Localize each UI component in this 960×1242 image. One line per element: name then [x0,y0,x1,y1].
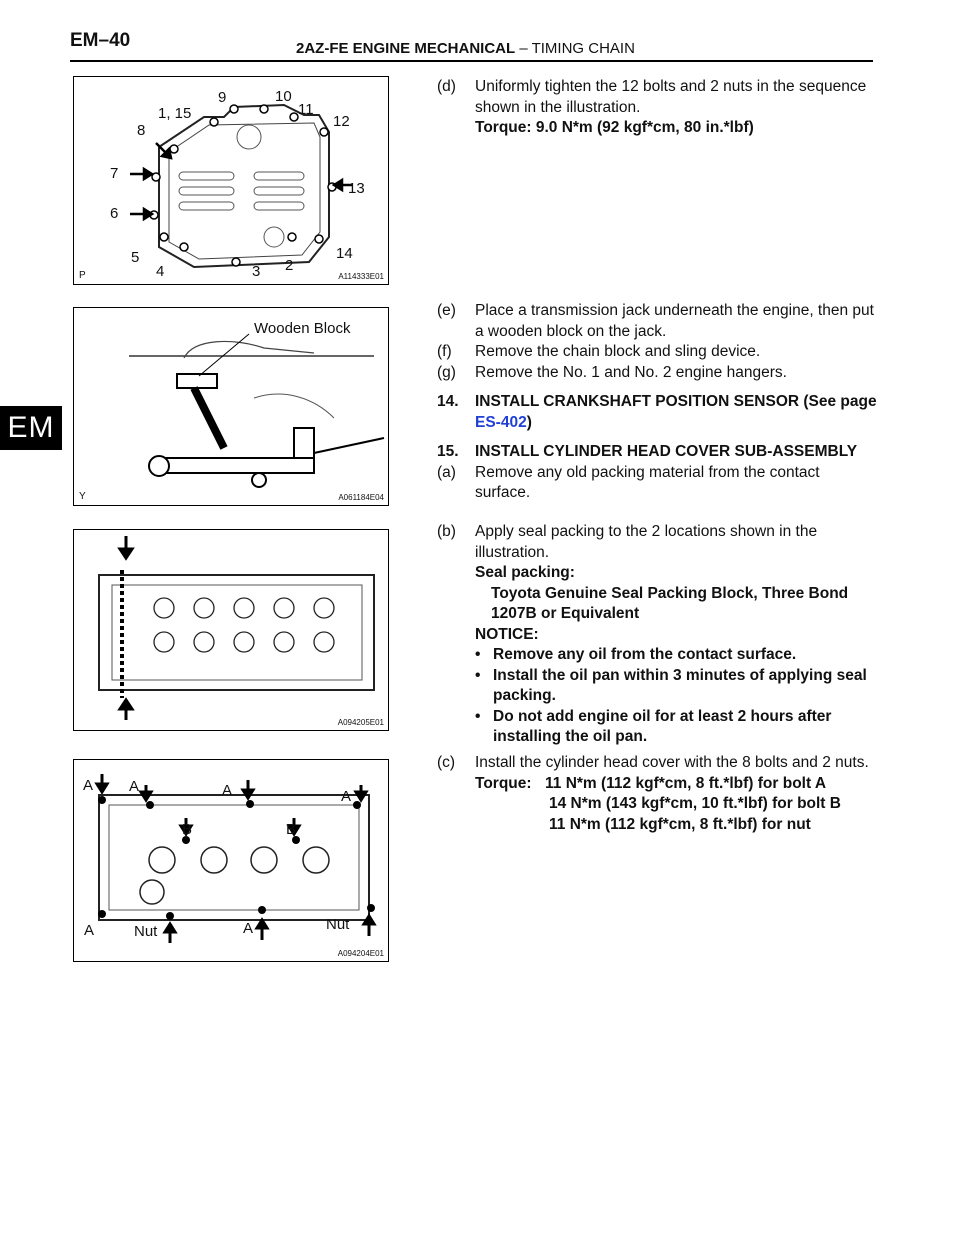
substep-a [437,463,877,504]
substep-g [437,363,877,384]
notice-list [437,645,877,748]
notice-item: • Remove any oil from the contact surface. [475,645,877,666]
figure-code: A114333E01 [338,272,384,281]
step-15 [437,442,877,463]
bullet-icon: • [475,646,481,663]
seal-packing-spec: Toyota Genuine Seal Packing Block, Three Bond 1207B or Equivalent [491,584,849,622]
notice-item: • Install the oil pan within 3 minutes of applying seal packing. [475,666,867,704]
step-title: INSTALL CYLINDER HEAD COVER SUB-ASSEMBLY [475,443,858,460]
figure-view-mark: Y [79,491,86,502]
bolt-a-label: A [129,778,140,795]
step-number: 15. [437,443,459,460]
substep-text: Apply seal packing to the 2 locations shown in the illustration. [475,523,818,561]
substep-f [437,342,877,363]
jack-illustration [74,308,388,505]
torque-line: 11 N*m (112 kgf*cm, 8 ft.*lbf) for bolt A [545,774,827,792]
callout-4: 4 [156,263,165,280]
bolt-a-label: A [243,920,254,937]
bolt-b-label: B [182,821,193,838]
substep-c [437,753,877,835]
substep-key: (d) [437,78,456,95]
cross-reference-link[interactable]: ES-402 [475,413,527,431]
substep-e [437,301,877,342]
bullet-icon: • [475,666,481,684]
callout-6: 6 [110,205,119,222]
callout-2: 2 [285,257,294,274]
bolt-a-label: A [83,777,94,794]
torque-spec-list [475,774,877,836]
substep-text: Install the cylinder head cover with the 8 bolts and 2 nuts. [475,754,869,771]
torque-line: 14 N*m (143 kgf*cm, 10 ft.*lbf) for bolt B [549,795,841,812]
seal-packing-label: Seal packing: [475,564,575,581]
substep-key: (b) [437,523,456,540]
substep-key: (e) [437,302,456,319]
figure-transmission-jack [73,307,389,506]
callout-12: 12 [333,113,350,130]
figure-code: A061184E04 [338,493,384,502]
bolt-a-label: A [341,788,352,805]
cylinder-head-illustration [74,530,388,730]
step-text-end: ) [526,413,532,431]
callout-10: 10 [275,88,292,105]
torque-spec: Torque: 9.0 N*m (92 kgf*cm, 80 in.*lbf) [475,119,754,136]
substep-key: (a) [437,463,456,481]
step-title [475,392,877,433]
callout-14: 14 [336,245,353,262]
substep-key: (g) [437,363,456,381]
section-title: 2AZ-FE ENGINE MECHANICAL [296,40,516,57]
nut-label: Nut [326,916,350,933]
substep-key: (f) [437,343,452,360]
callout-11: 11 [298,101,314,118]
bolt-a-label: A [222,782,233,799]
callout-1-15: 1, 15 [158,105,192,122]
figure-code: A094204E01 [337,949,384,958]
page-header-title [296,40,635,57]
figure-oil-pan-sequence [73,76,389,285]
substep-key: (c) [437,754,456,771]
figure-view-mark: P [79,270,86,281]
torque-label: Torque: [475,774,532,792]
bolt-a-label: A [84,922,95,939]
steps-e-to-15-block [437,301,877,504]
subsection-title: TIMING CHAIN [531,40,635,57]
substep-d [437,77,877,139]
bolt-b-label: B [286,821,297,838]
page-number: EM–40 [70,30,131,51]
figure-seal-packing [73,529,389,731]
torque-line: 11 N*m (112 kgf*cm, 8 ft.*lbf) for nut [549,815,811,833]
notice-item: • Do not add engine oil for at least 2 hours after installing the oil pan. [475,707,832,745]
bullet-icon: • [475,707,481,725]
callout-3: 3 [252,263,261,280]
nut-label: Nut [134,923,158,940]
step-14 [437,392,877,433]
substep-text: Remove any old packing material from the contact surface. [475,463,820,501]
notice-label: NOTICE: [475,625,539,643]
substep-b [437,522,877,645]
substep-text: Uniformly tighten the 12 bolts and 2 nuts in the sequence shown in the illustration. [475,78,867,116]
callout-5: 5 [131,249,140,266]
step-d-block [437,77,877,139]
callout-9: 9 [218,89,227,106]
callout-8: 8 [137,122,146,139]
header-separator: – [515,40,532,57]
step-b-block [437,522,877,748]
header-rule [70,60,873,62]
callout-7: 7 [110,165,119,182]
wooden-block-label: Wooden Block [254,320,351,337]
substep-text: Place a transmission jack underneath the engine, then put a wooden block on the jack. [475,302,874,340]
callout-13: 13 [348,180,365,197]
step-number: 14. [437,393,459,410]
figure-code: A094205E01 [337,718,384,727]
step-text: INSTALL CRANKSHAFT POSITION SENSOR (See page [475,393,877,410]
step-c-block [437,753,877,835]
section-side-tab: EM [0,406,62,450]
figure-cover-bolts [73,759,389,962]
substep-text: Remove the No. 1 and No. 2 engine hangers. [475,363,787,381]
substep-text: Remove the chain block and sling device. [475,343,761,360]
